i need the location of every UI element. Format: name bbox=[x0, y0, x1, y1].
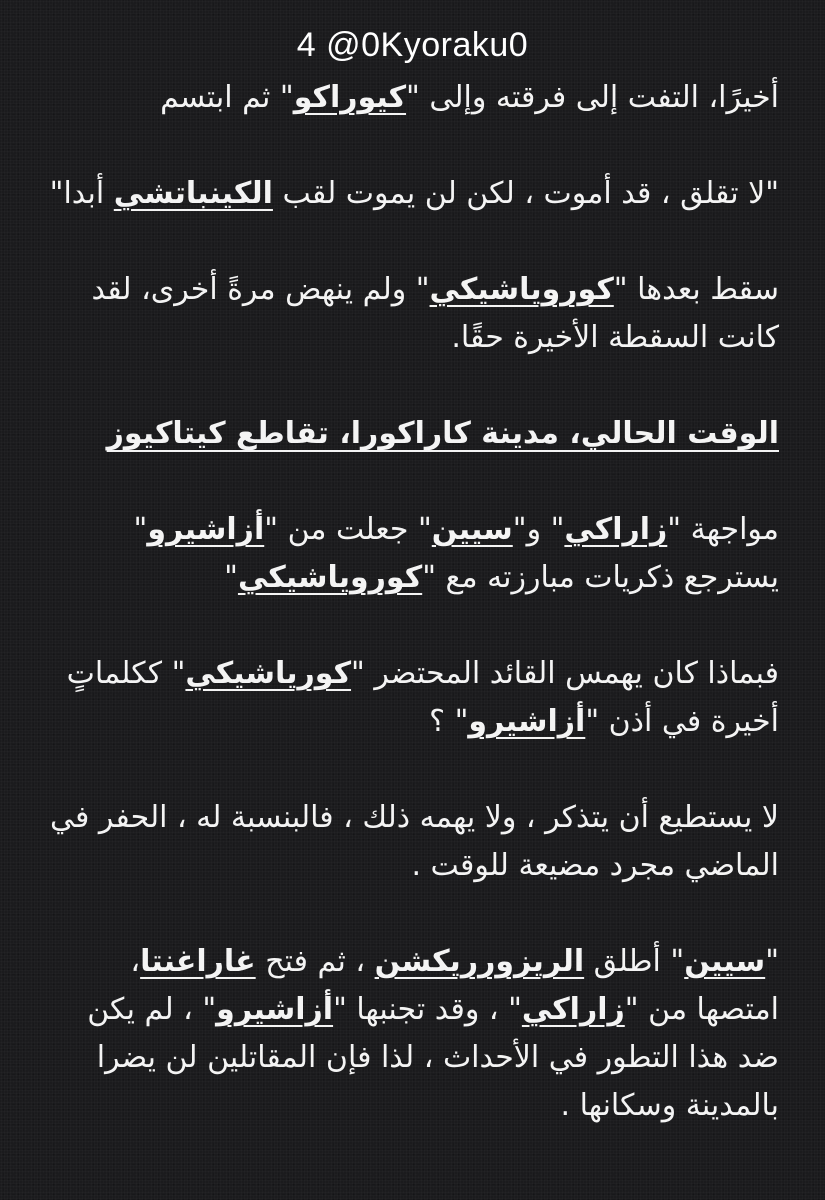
text-run: أبدا" bbox=[49, 176, 114, 211]
paragraph-3 bbox=[40, 266, 779, 362]
paragraph-2 bbox=[40, 170, 779, 218]
text-run: ، امتصها من " bbox=[130, 944, 779, 1027]
character-name: كورو‌ياشيكي bbox=[237, 560, 423, 595]
text-run: " ولم ينهض مرةً أخرى، لقد كانت السقطة الأخيرة حقًا. bbox=[91, 272, 779, 355]
text-run: " و" bbox=[512, 512, 565, 547]
post-header: 4 @0Kyoraku0 bbox=[296, 26, 529, 64]
text-run: " أطلق bbox=[584, 944, 685, 979]
paragraph-5 bbox=[40, 506, 779, 602]
text-run: ، ثم فتح bbox=[255, 944, 375, 979]
text-run: لا يستطيع أن يتذكر ، ولا يهمه ذلك ، فالبنسبة له ، الحفر في الماضي مجرد مضيعة للوقت . bbox=[49, 800, 779, 883]
story-body bbox=[40, 74, 779, 1130]
text-run: " bbox=[224, 560, 238, 595]
text-run: " ؟ bbox=[429, 704, 469, 739]
paragraph-7 bbox=[40, 794, 779, 890]
scene-heading: الوقت الحالي، مدينة كاراكورا، تقاطع كيتاكيوز bbox=[106, 416, 779, 451]
character-name: كورو‌ياشيكي bbox=[429, 272, 614, 307]
paragraph-1 bbox=[40, 74, 779, 122]
character-name: سيين bbox=[684, 944, 766, 979]
character-name: سيين bbox=[431, 512, 513, 547]
text-run: أخيرًا، التفت إلى فرقته وإلى " bbox=[406, 80, 779, 115]
text-run: "لا تقلق ، قد أموت ، لكن لن يموت لقب bbox=[272, 176, 779, 211]
character-name: أزاشيرو bbox=[216, 992, 334, 1027]
text-run: " ثم ابتسم bbox=[160, 80, 294, 115]
character-name: كيوراكو bbox=[293, 80, 407, 115]
paragraph-6 bbox=[40, 650, 779, 746]
text-run: " ، وقد تجنبها " bbox=[333, 992, 522, 1027]
text-run: فبماذا كان يهمس القائد المحتضر " bbox=[351, 656, 779, 691]
technique-name: غاراغنتا bbox=[140, 944, 256, 979]
section-heading bbox=[40, 410, 779, 458]
character-name: زاراكي bbox=[564, 512, 668, 547]
text-run: مواجهة " bbox=[667, 512, 779, 547]
text-run: " bbox=[765, 944, 779, 979]
paragraph-8 bbox=[40, 938, 779, 1130]
text-run: " ، لم يكن ضد هذا التطور في الأحداث ، لذا فإن المقاتلين لن يضرا بالمدينة وسكانها . bbox=[87, 992, 779, 1123]
character-name: أزاشيرو bbox=[468, 704, 586, 739]
character-title: الكينباتشي bbox=[113, 176, 273, 211]
character-name: أزاشيرو bbox=[147, 512, 265, 547]
technique-name: الريزورريكشن bbox=[374, 944, 585, 979]
text-run: " ككلماتٍ أخيرة في أذن " bbox=[66, 656, 779, 739]
character-name: كوريا‌شيكي bbox=[185, 656, 352, 691]
text-run: " جعلت من " bbox=[264, 512, 432, 547]
text-run: " يسترجع ذكريات مبارزته مع " bbox=[133, 512, 779, 595]
character-name: زاراكي bbox=[521, 992, 625, 1027]
text-run: سقط بعدها " bbox=[613, 272, 779, 307]
